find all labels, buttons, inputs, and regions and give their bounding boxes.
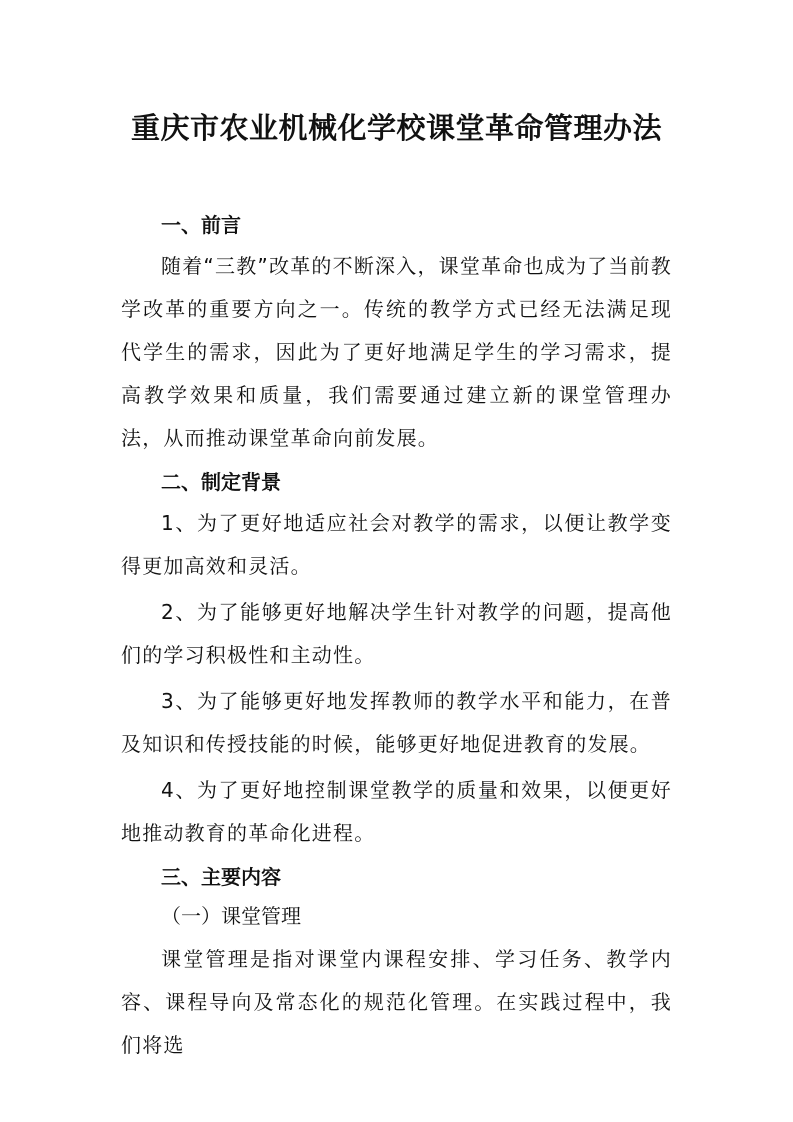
background-item-1: 1、为了更好地适应社会对教学的需求，以便让教学变得更加高效和灵活。 — [121, 511, 672, 578]
section-heading-main-content: 三、主要内容 — [161, 865, 281, 889]
background-item-3: 3、为了能够更好地发挥教师的教学水平和能力，在普及知识和传授技能的时候，能够更好地促进教育的发展。 — [121, 689, 672, 756]
section-heading-preface: 一、前言 — [161, 213, 241, 237]
background-item-2: 2、为了能够更好地解决学生针对教学的问题，提高他们的学习积极性和主动性。 — [121, 600, 672, 667]
document-body — [121, 206, 672, 1070]
subsection-heading-classroom-management: （一）课堂管理 — [161, 904, 301, 928]
classroom-management-paragraph: 课堂管理是指对课堂内课程安排、学习任务、教学内容、课程导向及常态化的规范化管理。在实践过程中，我们将选 — [121, 947, 672, 1057]
section-heading-background: 二、制定背景 — [161, 470, 281, 494]
background-item-4: 4、为了更好地控制课堂教学的质量和效果，以便更好地推动教育的革命化进程。 — [121, 778, 672, 845]
document-title: 重庆市农业机械化学校课堂革命管理办法 — [130, 111, 662, 145]
preface-paragraph: 随着“三教”改革的不断深入，课堂革命也成为了当前教学改革的重要方向之一。传统的教学方式已经无法满足现代学生的需求，因此为了更好地满足学生的学习需求，提高教学效果和质量，我们需要通过建立新的课堂管理办法，从而推动课堂革命向前发展。 — [121, 254, 672, 450]
